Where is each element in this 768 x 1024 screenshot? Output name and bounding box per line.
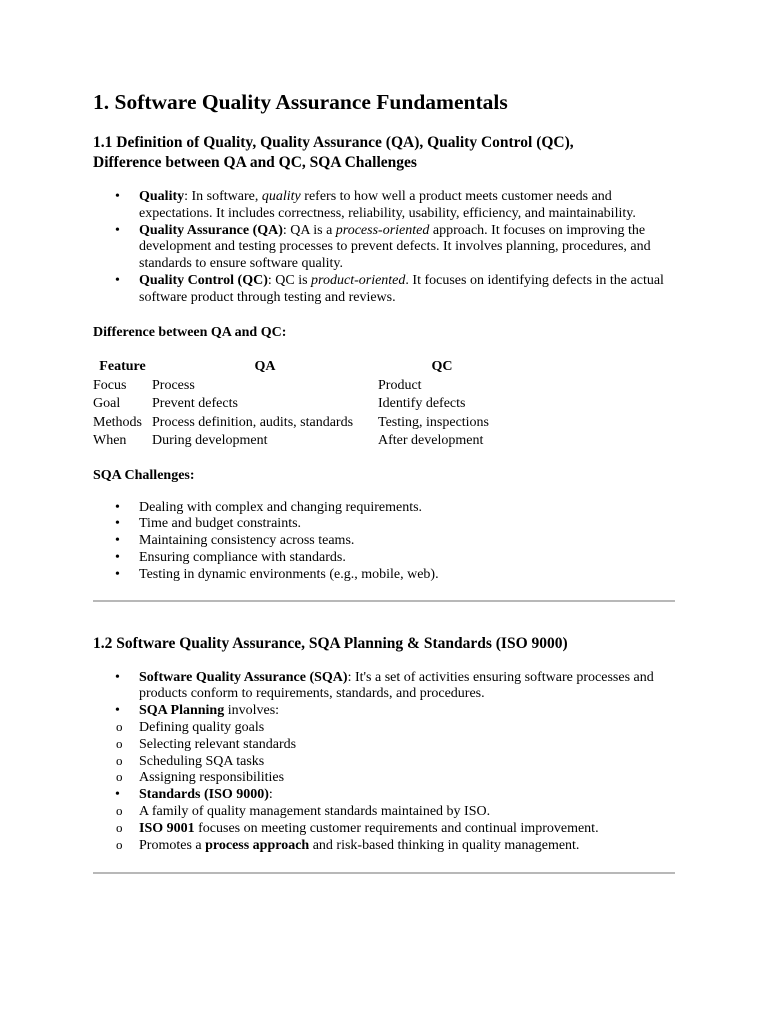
list-item: • Dealing with complex and changing requirements. xyxy=(93,500,675,517)
term-iso-9001: ISO 9001 xyxy=(139,820,195,836)
term-sqa: Software Quality Assurance (SQA) xyxy=(139,669,348,685)
table-row xyxy=(93,432,506,451)
planning-sublist xyxy=(93,720,675,787)
term-quality: Quality xyxy=(139,189,185,204)
difference-heading: Difference between QA and QC: xyxy=(93,324,287,340)
definition-quality xyxy=(93,189,675,223)
definition-text: . It focuses on identifying defects in the actual software product through testing and reviews. xyxy=(139,272,664,305)
sqa-definition xyxy=(93,670,675,704)
challenges-list xyxy=(93,500,675,584)
sqa-standards xyxy=(93,787,675,854)
challenges-heading: SQA Challenges: xyxy=(93,467,195,483)
list-item: • Maintaining consistency across teams. xyxy=(93,533,675,550)
table-row xyxy=(93,414,506,433)
definition-text: : In software, xyxy=(184,189,262,204)
definition-text: approach. It focuses on improving the development and testing processes to prevent defects. It involves planning, procedures, and standards to ensure software quality. xyxy=(139,222,651,272)
table-cell: Process xyxy=(152,377,195,393)
term-qc: Quality Control (QC) xyxy=(139,272,268,288)
table-row xyxy=(93,395,506,414)
qa-qc-table xyxy=(93,358,506,451)
section-1-2-heading: 1.2 Software Quality Assurance, SQA Planning & Standards (ISO 9000) xyxy=(93,634,568,652)
definition-italic: process-oriented xyxy=(335,222,430,238)
sqa-planning-text: involves: xyxy=(224,703,280,719)
table-header-qa: QA xyxy=(254,358,276,374)
iso-9001-text: focuses on meeting customer requirements and continual improvement. xyxy=(194,820,599,836)
table-cell: Product xyxy=(378,377,422,393)
table-cell: Methods xyxy=(93,414,142,430)
standards-text: : xyxy=(268,787,273,803)
list-item: o Defining quality goals xyxy=(93,720,675,737)
table-cell: Focus xyxy=(93,377,127,393)
sqa-list xyxy=(93,670,675,855)
section-1-1-heading-line1: 1.1 Definition of Quality, Quality Assurance (QA), Quality Control (QC), xyxy=(93,134,574,151)
definition-italic: quality xyxy=(261,189,301,204)
term-standards: Standards (ISO 9000) xyxy=(139,787,269,803)
table-header-feature: Feature xyxy=(99,358,146,374)
definition-text: : QA is a xyxy=(282,222,336,238)
list-item: o Selecting relevant standards xyxy=(93,737,675,754)
table-cell: Testing, inspections xyxy=(378,414,490,430)
page-title: 1. Software Quality Assurance Fundamentals xyxy=(93,90,508,114)
table-cell: During development xyxy=(152,433,268,449)
table-cell: Goal xyxy=(93,396,121,412)
standards-item3-text-a: Promotes a xyxy=(139,837,206,853)
list-item: o Assigning responsibilities xyxy=(93,770,675,787)
table-cell: Identify defects xyxy=(378,396,466,412)
list-item xyxy=(93,838,675,855)
section-1-1-heading-line2: Difference between QA and QC, SQA Challenges xyxy=(93,154,417,171)
list-item: o Scheduling SQA tasks xyxy=(93,754,675,771)
table-cell: When xyxy=(93,433,127,449)
table-cell: Prevent defects xyxy=(152,396,238,412)
table-cell: After development xyxy=(378,433,484,449)
table-cell: Process definition, audits, standards xyxy=(152,414,354,430)
list-item xyxy=(93,821,675,838)
section-1-1-heading xyxy=(93,133,675,173)
definition-italic: product-oriented xyxy=(311,272,406,288)
definitions-list xyxy=(93,189,675,307)
table-row xyxy=(93,377,506,396)
section-divider xyxy=(93,600,675,602)
table-header-qc: QC xyxy=(431,358,453,374)
table-header-row xyxy=(93,358,506,377)
sqa-text: : It's a set of activities ensuring software processes and products conform to requirements, standards, and procedures. xyxy=(139,669,654,702)
sqa-planning xyxy=(93,703,675,787)
definition-qa xyxy=(93,223,675,273)
term-process-approach: process approach xyxy=(205,837,310,853)
term-qa: Quality Assurance (QA) xyxy=(139,222,283,238)
list-item: o A family of quality management standards maintained by ISO. xyxy=(93,804,675,821)
standards-sublist xyxy=(93,804,675,854)
list-item: • Ensuring compliance with standards. xyxy=(93,550,675,567)
definition-text: refers to how well a product meets customer needs and expectations. It includes correctness, reliability, usability, efficiency, and maintainability. xyxy=(139,189,636,221)
standards-item3-text-b: and risk-based thinking in quality management. xyxy=(309,837,580,853)
definition-text: : QC is xyxy=(267,272,312,288)
document-page xyxy=(93,84,675,874)
list-item: • Time and budget constraints. xyxy=(93,516,675,533)
definition-qc xyxy=(93,273,675,307)
term-sqa-planning: SQA Planning xyxy=(139,703,225,719)
section-divider xyxy=(93,872,675,874)
list-item: • Testing in dynamic environments (e.g., mobile, web). xyxy=(93,567,675,584)
